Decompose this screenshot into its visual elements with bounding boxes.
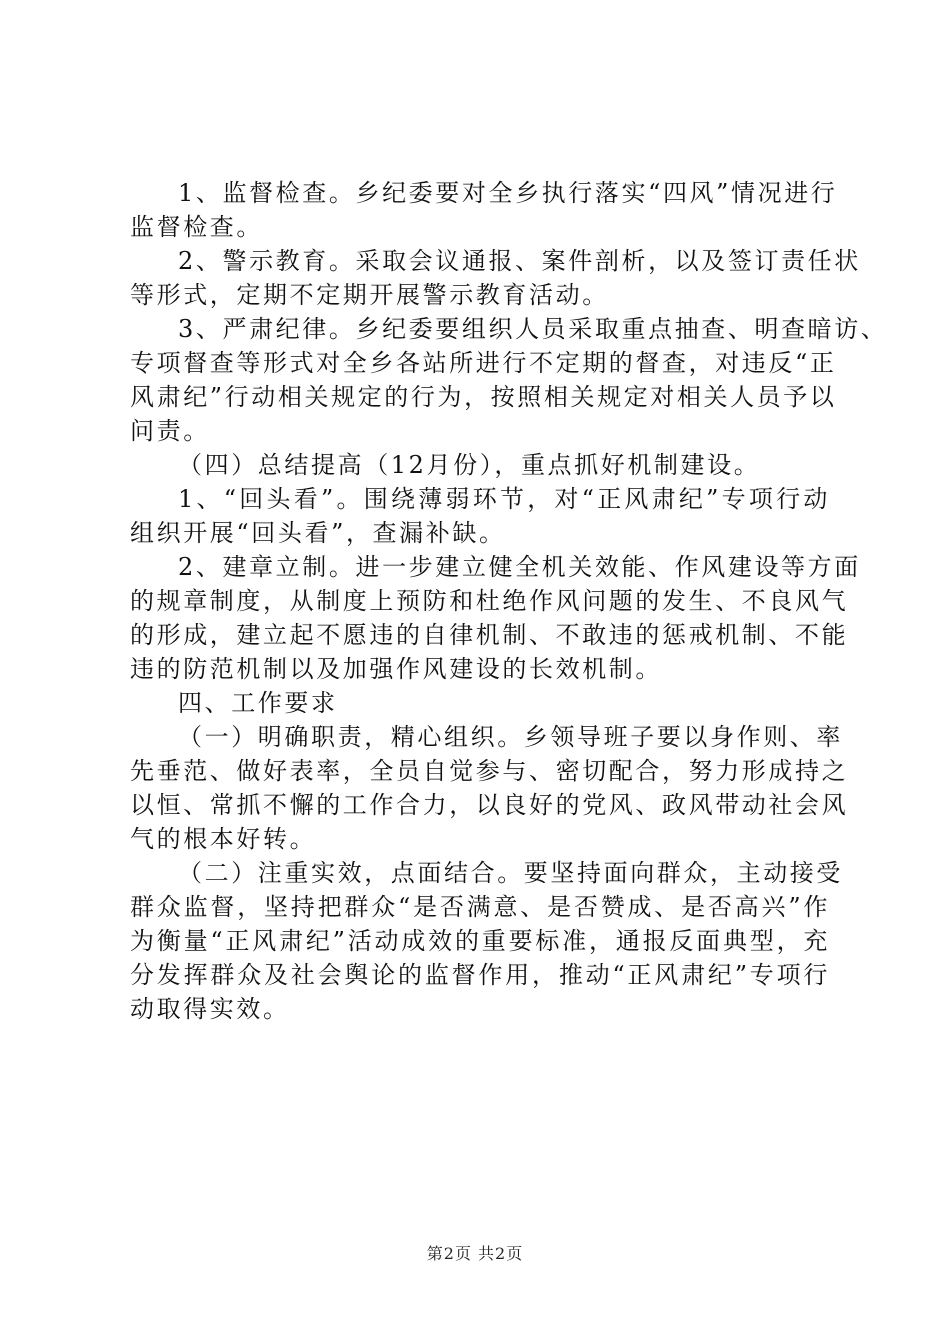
text-line: 1、监督检查。乡纪委要对全乡执行落实“四风”情况进行	[178, 179, 838, 207]
text-line: 问责。	[130, 417, 210, 445]
text-line: 违的防范机制以及加强作风建设的长效机制。	[130, 655, 662, 683]
page-footer: 第2页 共2页	[426, 1244, 524, 1263]
text-line: 1、“回头看”。围绕薄弱环节，对“正风肃纪”专项行动	[178, 485, 830, 513]
text-line: 先垂范、做好表率，全员自觉参与、密切配合，努力形成持之	[130, 757, 849, 785]
text-line: 组织开展“回头看”，查漏补缺。	[130, 519, 506, 547]
text-line: 专项督查等形式对全乡各站所进行不定期的督查，对违反“正	[130, 349, 837, 377]
text-line: 为衡量“正风肃纪”活动成效的重要标准，通报反面典型，充	[130, 927, 830, 955]
text-line: 2、建章立制。进一步建立健全机关效能、作风建设等方面	[178, 553, 861, 581]
text-line: （一）明确职责，精心组织。乡领导班子要以身作则、率	[178, 723, 843, 751]
text-line: 风肃纪”行动相关规定的行为，按照相关规定对相关人员予以	[130, 383, 837, 411]
text-line: 群众监督，坚持把群众“是否满意、是否赞成、是否高兴”作	[130, 893, 830, 921]
text-line: 2、警示教育。采取会议通报、案件剖析，以及签订责任状	[178, 247, 861, 275]
text-line: 监督检查。	[130, 213, 263, 241]
text-line: 动取得实效。	[130, 995, 290, 1023]
text-line: 的规章制度，从制度上预防和杜绝作风问题的发生、不良风气	[130, 587, 849, 615]
section-heading: 四、工作要求	[178, 689, 338, 717]
text-line: 分发挥群众及社会舆论的监督作用，推动“正风肃纪”专项行	[130, 961, 830, 989]
text-line: （二）注重实效，点面结合。要坚持面向群众，主动接受	[178, 859, 843, 887]
section-heading: （四）总结提高（12月份），重点抓好机制建设。	[178, 451, 761, 479]
text-line: 3、严肃纪律。乡纪委要组织人员采取重点抽查、明查暗访、	[178, 315, 888, 343]
text-line: 以恒、常抓不懈的工作合力，以良好的党风、政风带动社会风	[130, 791, 849, 819]
text-line: 的形成，建立起不愿违的自律机制、不敢违的惩戒机制、不能	[130, 621, 849, 649]
document-body	[130, 176, 888, 1026]
text-line: 气的根本好转。	[130, 825, 317, 853]
text-line: 等形式，定期不定期开展警示教育活动。	[130, 281, 609, 309]
